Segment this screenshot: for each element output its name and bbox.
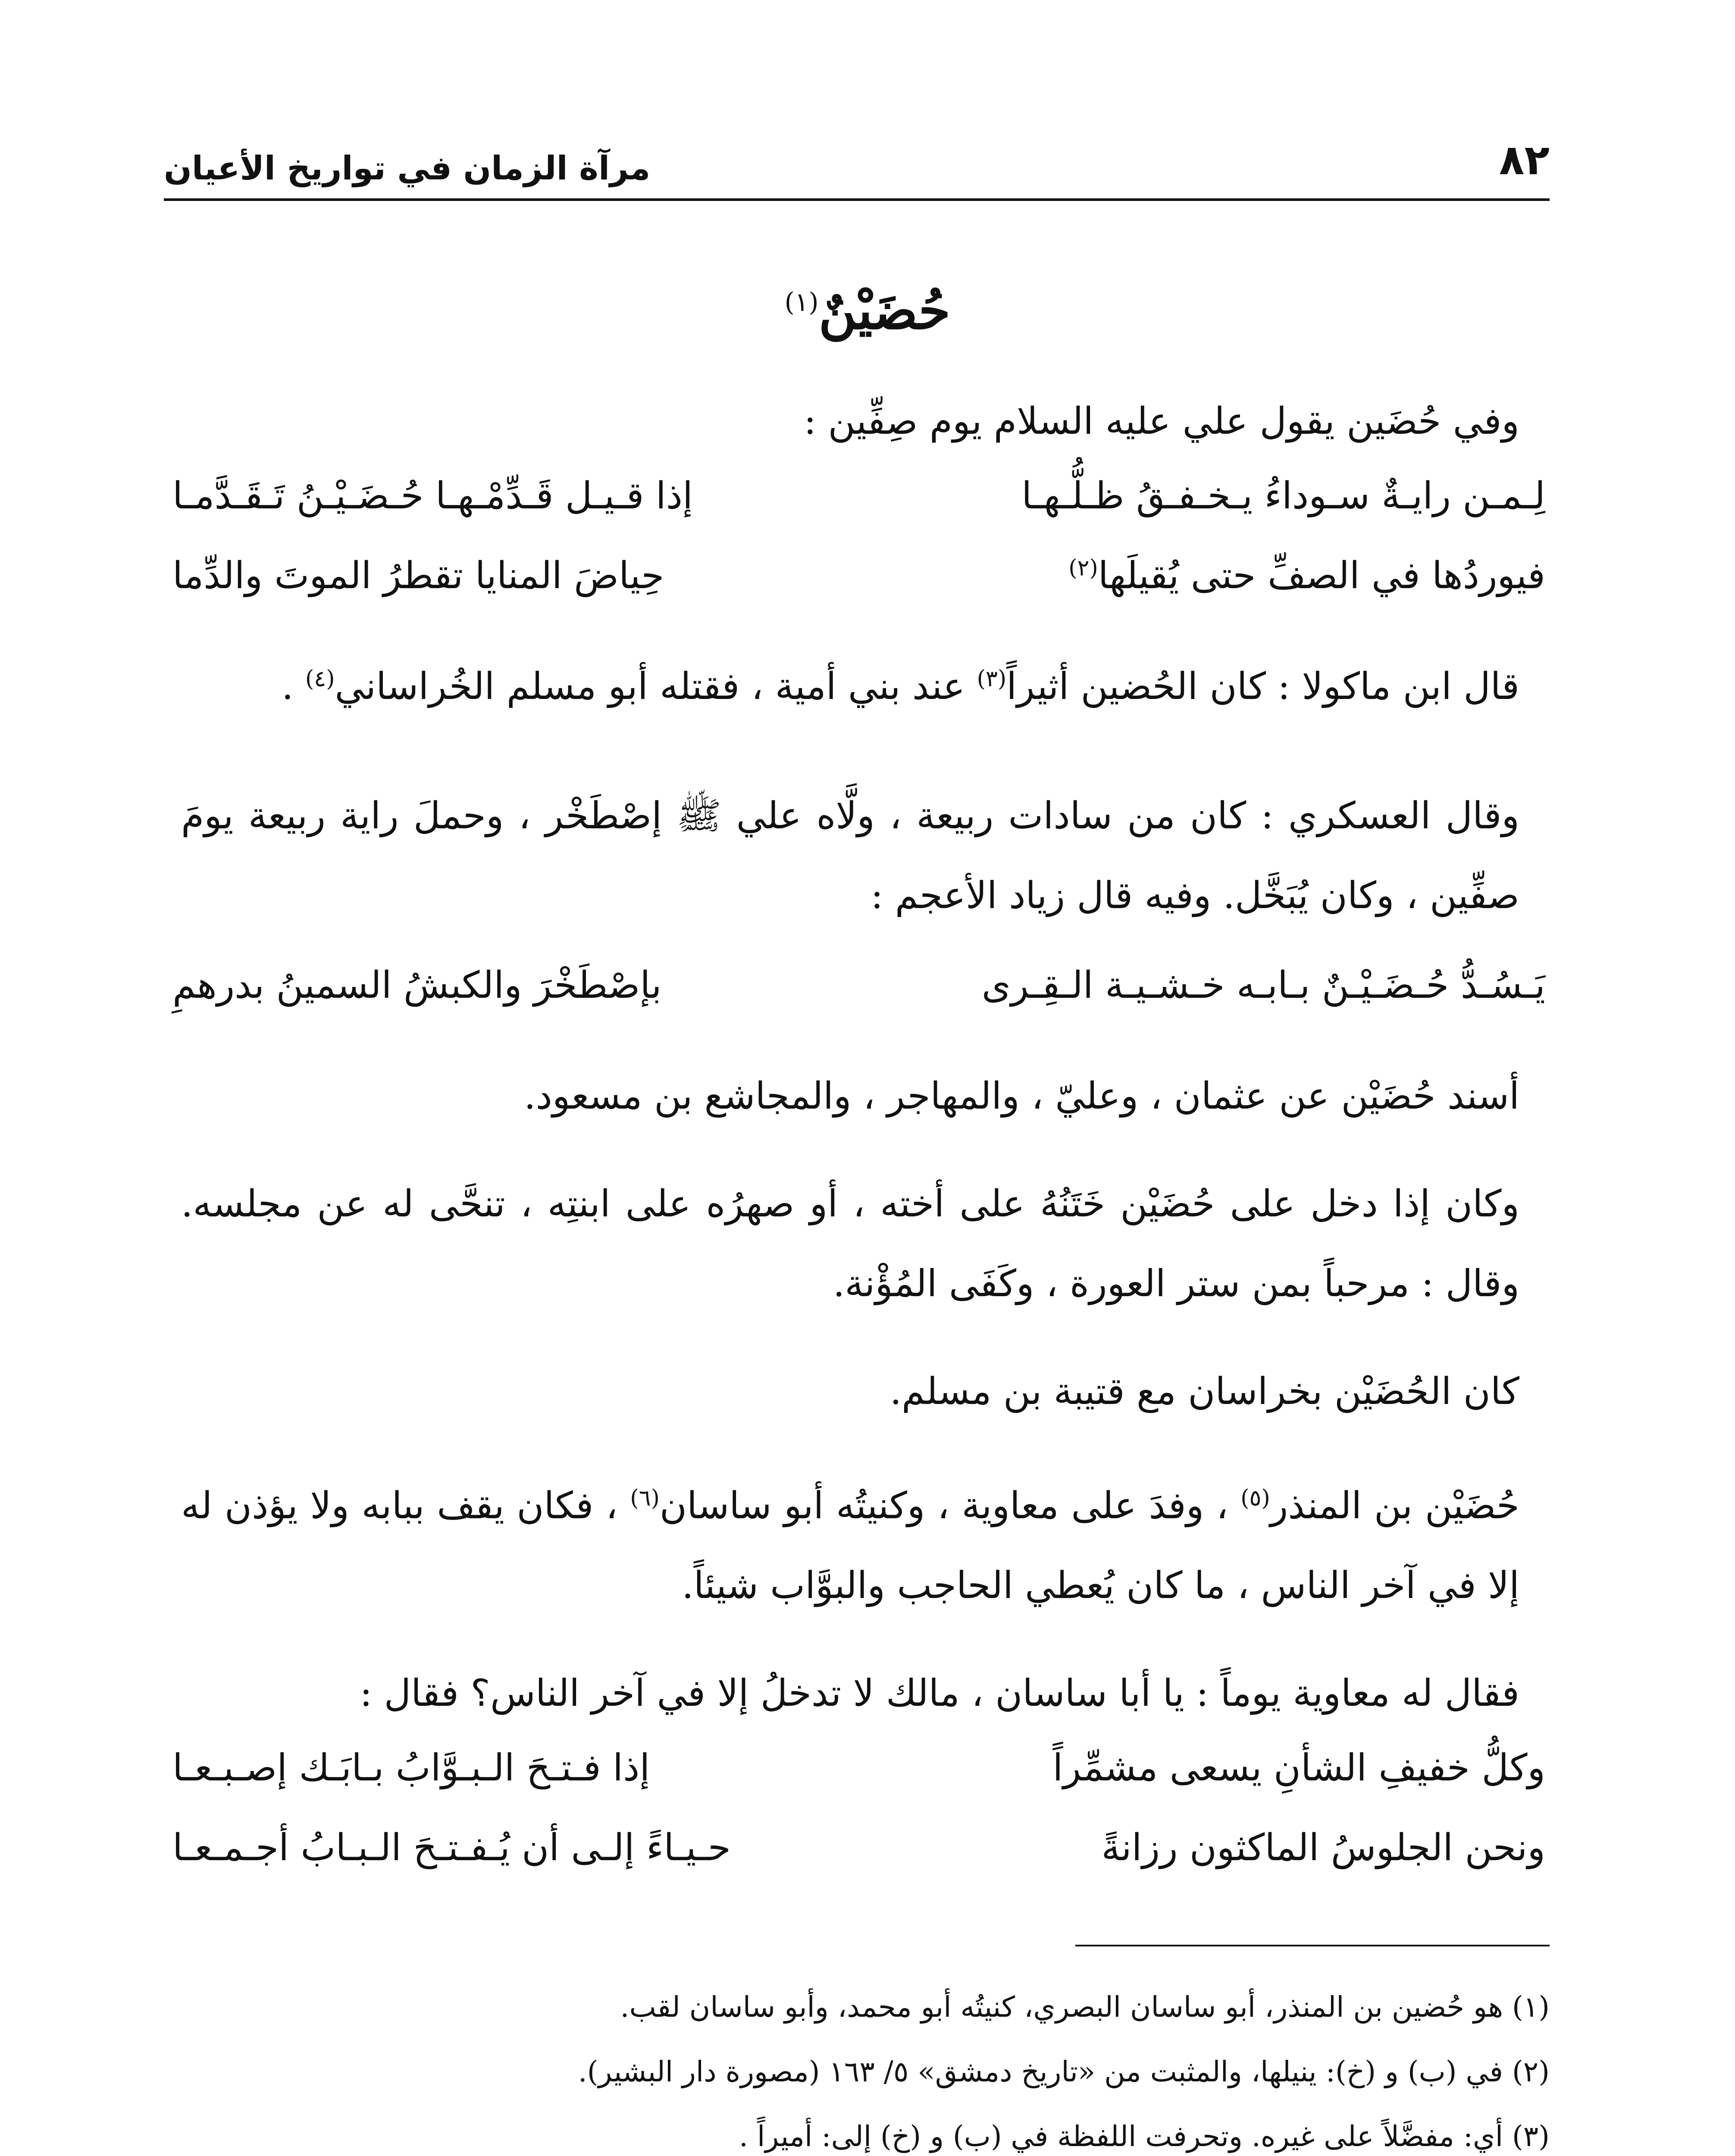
paragraph-khatan: وكان إذا دخل على حُضَيْن خَتَنُهُ على أخته ، أو صهرُه على ابنتِه ، تنحَّى له عن مجلسه. وقال : مرحباً بمن ستر العورة ، وكَفَى المُؤْنة. <box>181 1182 1519 1305</box>
paragraph-muawiya: فقال له معاوية يوماً : يا أبا ساسان ، مالك لا تدخلُ إلا في آخر الناس؟ فقال : <box>360 1672 1519 1715</box>
footnote-ref: (٥) <box>1240 1485 1270 1511</box>
page-number: ٨٢ <box>1499 136 1550 184</box>
verse-second-hemistich: حِياضَ المنايا تقطرُ الموتَ والدِّما <box>172 554 664 597</box>
footnote-ref: (٦) <box>630 1485 660 1511</box>
intro-line: وفي حُضَين يقول علي عليه السلام يوم صِفِّين : <box>804 400 1519 443</box>
verse-text: فيوردُها في الصفِّ حتى يُقيلَها <box>1098 554 1545 597</box>
running-header <box>164 132 1550 201</box>
verse-first-hemistich: لِـمـن رايـةٌ سـوداءُ يـخـفـقُ ظـلُّـهـا <box>1021 474 1545 517</box>
verse-first-hemistich: يَـسُـدُّ حُـضَـيْـنٌ بـابـه خـشـيـة الـقِـرى <box>981 964 1545 1007</box>
footnote-ref: (٢) <box>1068 555 1098 581</box>
verse-second-hemistich: إذا فـتـحَ الـبـوَّابُ بـابَـك إصـبـعـا <box>172 1746 650 1789</box>
verse-second-hemistich: إذا قـيـل قَـدِّمْـهـا حُـضَـيْـنُ تَـقَـدَّمـا <box>172 474 693 517</box>
paragraph-text: ، وفدَ على معاوية ، وكنيتُه أبو ساسان <box>659 1484 1241 1527</box>
verse-line <box>172 474 1545 554</box>
paragraph-text: حُضَيْن بن المنذر <box>1270 1484 1519 1527</box>
paragraph-text: قال ابن ماكولا : كان الحُضين أثيراً <box>1006 665 1519 708</box>
verse-first-hemistich: وكلُّ خفيفِ الشأنِ يسعى مشمِّراً <box>1052 1746 1545 1789</box>
footnote-ref: (٣) <box>977 666 1007 692</box>
footnote: (٣) أي: مفضَّلاً على غيره. وتحرفت اللفظة في (ب) و (خ) إلى: أميراً . <box>739 2120 1550 2153</box>
verse-line <box>172 554 1545 634</box>
paragraph-ibn-mundhir <box>181 1466 1519 1626</box>
header-divider <box>164 198 1550 201</box>
paragraph-asnad: أسند حُضَيْن عن عثمان ، وعليّ ، والمهاجر ، والمجاشع بن مسعود. <box>524 1075 1519 1118</box>
verse-second-hemistich: حـيـاءً إلـى أن يُـفـتـحَ الـبـابُ أجـمـعـا <box>172 1826 731 1869</box>
verse-first-hemistich: ونحن الجلوسُ الماكثون رزانةً <box>1101 1826 1545 1869</box>
footnote: (١) هو حُضين بن المنذر، أبو ساسان البصري، كنيتُه أبو محمد، وأبو ساسان لقب. <box>620 1990 1550 2024</box>
verse-line <box>172 964 1545 1044</box>
book-title: مرآة الزمان في تواريخ الأعيان <box>164 149 651 187</box>
entry-title-text: حُضَيْنٌ <box>818 280 951 341</box>
paragraph-askari: وقال العسكري : كان من سادات ربيعة ، ولَّاه علي ﷺ إصْطَخْر ، وحملَ راية ربيعة يومَ صفِّين ، وكان يُبَخَّل. وفيه قال زياد الأعجم : <box>181 794 1519 917</box>
paragraph-text: . <box>282 665 305 708</box>
footnote: (٢) في (ب) و (خ): ينيلها، والمثبت من «تاريخ دمشق» ٥/ ١٦٣ (مصورة دار البشير). <box>578 2055 1550 2088</box>
verse-line <box>172 1746 1545 1826</box>
footnote-ref: (٤) <box>305 666 335 692</box>
footnote-ref: (١) <box>784 287 819 317</box>
footnote-divider <box>1075 1945 1550 1946</box>
paragraph-ibn-makula <box>181 647 1519 727</box>
verse-first-hemistich <box>1068 554 1545 597</box>
footnotes <box>216 1975 1550 2156</box>
paragraph-text: عند بني أمية ، فقتله أبو مسلم الخُراساني <box>335 665 977 708</box>
verse-line <box>172 1826 1545 1906</box>
paragraph-khurasan: كان الحُضَيْن بخراسان مع قتيبة بن مسلم. <box>889 1370 1519 1413</box>
paragraph-text: ، فكان يقف ببابه ولا يؤذن له إلا في آخر الناس ، ما كان يُعطي الحاجب والبوَّاب شيئاً. <box>181 1484 1519 1607</box>
entry-title <box>0 280 1735 341</box>
verse-second-hemistich: بإصْطَخْرَ والكبشُ السمينُ بدرهمِ <box>172 964 662 1007</box>
